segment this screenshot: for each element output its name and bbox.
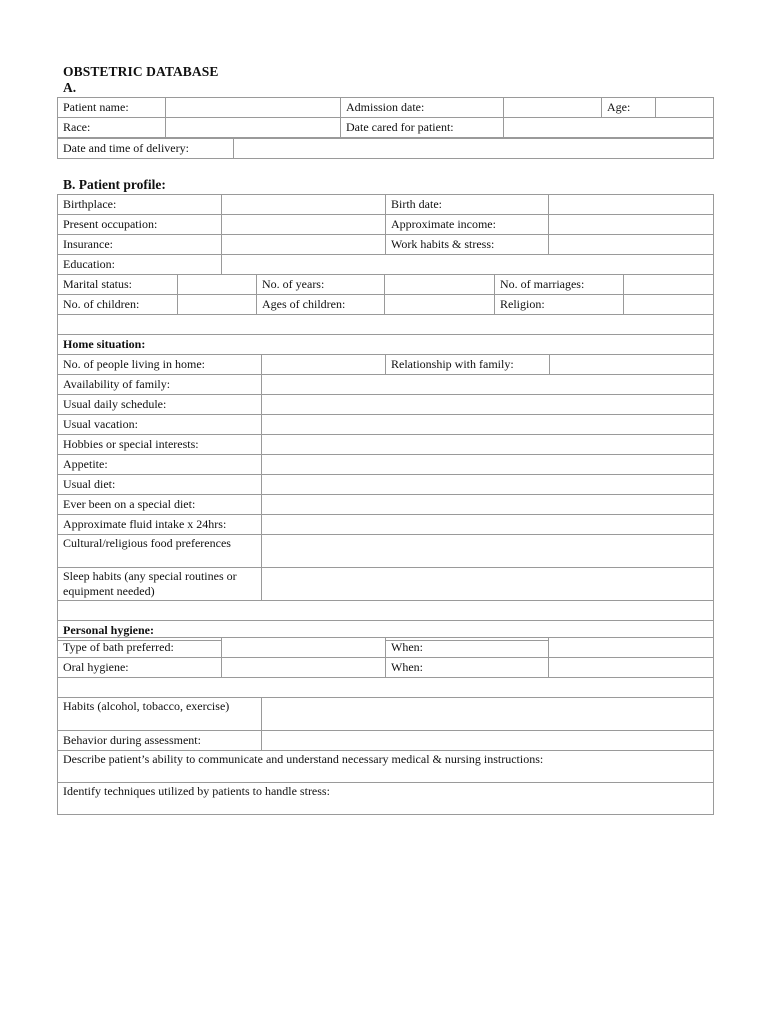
oral-hygiene-field[interactable]	[222, 658, 386, 678]
bath-type-field[interactable]	[222, 638, 386, 658]
section-b-heading: B. Patient profile:	[63, 177, 166, 192]
no-of-marriages-label: No. of marriages:	[495, 275, 624, 295]
spacer-row	[58, 315, 714, 335]
religion-field[interactable]	[624, 295, 714, 315]
no-of-years-field[interactable]	[385, 275, 495, 295]
spacer-row	[58, 601, 714, 621]
home-situation-heading: Home situation:	[58, 335, 714, 355]
no-of-years-label: No. of years:	[257, 275, 385, 295]
home-situation-table	[57, 354, 714, 641]
insurance-field[interactable]	[222, 235, 386, 255]
ages-of-children-field[interactable]	[385, 295, 495, 315]
delivery-field[interactable]	[234, 139, 714, 159]
fluid-intake-label: Approximate fluid intake x 24hrs:	[58, 515, 262, 535]
no-of-marriages-field[interactable]	[624, 275, 714, 295]
birthplace-field[interactable]	[222, 195, 386, 215]
food-preferences-label: Cultural/religious food preferences	[58, 535, 262, 568]
admission-date-label: Admission date:	[341, 98, 504, 118]
availability-field[interactable]	[262, 375, 714, 395]
special-diet-field[interactable]	[262, 495, 714, 515]
income-label: Approximate income:	[386, 215, 549, 235]
behavior-label: Behavior during assessment:	[58, 731, 262, 751]
people-in-home-label: No. of people living in home:	[58, 355, 262, 375]
vacation-label: Usual vacation:	[58, 415, 262, 435]
patient-name-label: Patient name:	[58, 98, 166, 118]
delivery-table	[57, 138, 714, 159]
section-a-table	[57, 97, 714, 138]
appetite-field[interactable]	[262, 455, 714, 475]
special-diet-label: Ever been on a special diet:	[58, 495, 262, 515]
birth-date-label: Birth date:	[386, 195, 549, 215]
work-habits-field[interactable]	[549, 235, 714, 255]
relationship-label: Relationship with family:	[386, 355, 550, 375]
education-label: Education:	[58, 255, 222, 275]
age-field[interactable]	[656, 98, 714, 118]
sleep-habits-label: Sleep habits (any special routines or equipment needed)	[58, 568, 262, 601]
profile-table	[57, 194, 714, 275]
religion-label: Religion:	[495, 295, 624, 315]
no-of-children-field[interactable]	[178, 295, 257, 315]
section-a-heading: A.	[63, 80, 77, 95]
hobbies-label: Hobbies or special interests:	[58, 435, 262, 455]
education-field[interactable]	[222, 255, 714, 275]
availability-label: Availability of family:	[58, 375, 262, 395]
age-label: Age:	[602, 98, 656, 118]
people-in-home-field[interactable]	[262, 355, 386, 375]
stress-techniques-field[interactable]: Identify techniques utilized by patients to handle stress:	[58, 783, 714, 815]
patient-name-field[interactable]	[166, 98, 341, 118]
bath-type-label: Type of bath preferred:	[58, 638, 222, 658]
insurance-label: Insurance:	[58, 235, 222, 255]
hobbies-field[interactable]	[262, 435, 714, 455]
sleep-habits-field[interactable]	[262, 568, 714, 601]
oral-hygiene-label: Oral hygiene:	[58, 658, 222, 678]
oral-when-label: When:	[386, 658, 549, 678]
habits-field[interactable]	[262, 698, 714, 731]
relationship-field[interactable]	[550, 355, 714, 375]
occupation-field[interactable]	[222, 215, 386, 235]
occupation-label: Present occupation:	[58, 215, 222, 235]
oral-when-field[interactable]	[549, 658, 714, 678]
communicate-field[interactable]: Describe patient’s ability to communicate and understand necessary medical & nursing instructions:	[58, 751, 714, 783]
hygiene-table	[57, 637, 714, 698]
birthplace-label: Birthplace:	[58, 195, 222, 215]
usual-diet-label: Usual diet:	[58, 475, 262, 495]
family-table	[57, 274, 714, 355]
marital-status-field[interactable]	[178, 275, 257, 295]
no-of-children-label: No. of children:	[58, 295, 178, 315]
delivery-label: Date and time of delivery:	[58, 139, 234, 159]
habits-label: Habits (alcohol, tobacco, exercise)	[58, 698, 262, 731]
race-field[interactable]	[166, 118, 341, 138]
income-field[interactable]	[549, 215, 714, 235]
date-cared-label: Date cared for patient:	[341, 118, 504, 138]
appetite-label: Appetite:	[58, 455, 262, 475]
race-label: Race:	[58, 118, 166, 138]
food-preferences-field[interactable]	[262, 535, 714, 568]
ages-of-children-label: Ages of children:	[257, 295, 385, 315]
personal-hygiene-heading: Personal hygiene:	[58, 621, 714, 641]
spacer-row	[58, 678, 714, 698]
marital-status-label: Marital status:	[58, 275, 178, 295]
usual-diet-field[interactable]	[262, 475, 714, 495]
behavior-field[interactable]	[262, 731, 714, 751]
assessment-table	[57, 697, 714, 815]
daily-schedule-label: Usual daily schedule:	[58, 395, 262, 415]
daily-schedule-field[interactable]	[262, 395, 714, 415]
document-title: OBSTETRIC DATABASE	[63, 64, 219, 79]
date-cared-field[interactable]	[504, 118, 714, 138]
work-habits-label: Work habits & stress:	[386, 235, 549, 255]
bath-when-field[interactable]	[549, 638, 714, 658]
admission-date-field[interactable]	[504, 98, 602, 118]
birth-date-field[interactable]	[549, 195, 714, 215]
vacation-field[interactable]	[262, 415, 714, 435]
bath-when-label: When:	[386, 638, 549, 658]
fluid-intake-field[interactable]	[262, 515, 714, 535]
